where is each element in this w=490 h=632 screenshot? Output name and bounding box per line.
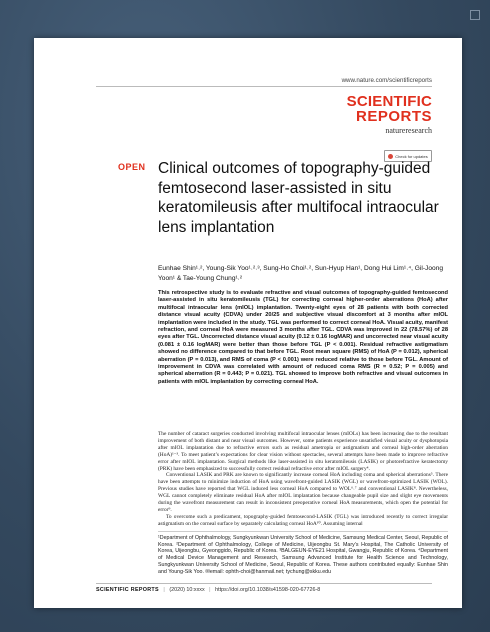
journal-logo [347, 94, 432, 135]
journal-logo-line1: SCIENTIFIC [346, 93, 432, 110]
page-frame-icon [470, 10, 480, 20]
author-list: Eunhae Shin¹˒², Young-Sik Yoo¹˒²˒³, Sung-Ho Choi¹˒², Sun-Hyup Han¹, Dong Hui Lim¹˒⁴, Gil-Joong Yoon¹ & Tae-Young Chung¹˒² [158, 265, 444, 282]
check-for-updates-label: Check for updates [395, 153, 428, 159]
footer-rule [96, 583, 432, 584]
body-paragraph: To overcome such a predicament, topography-guided femtosecond-LASIK (TGL) was introduced recently to correct irregular astigmatism on the corneal surface by separately calculating corneal HoA¹⁰. Assuming internal [158, 513, 448, 527]
journal-logo-line2: REPORTS [355, 108, 432, 125]
crossmark-icon [388, 154, 393, 159]
paper-page [34, 38, 462, 608]
header-rule [96, 86, 432, 87]
journal-url[interactable]: www.nature.com/scientificreports [341, 77, 432, 84]
abstract: This retrospective study is to evaluate refractive and visual outcomes of topography-guided femtosecond laser-assisted in situ keratomileusis (TGL) for correcting corneal higher-order aberrations (HoA) after multifocal intraocular lens (mIOL) implantation. Twenty-eight eyes of 28 patients with both corrected distance visual acuity (CDVA) under 20/25 and subjective visual discomfort at 3 months after mIOL implantation were included in the study. TGL was performed to correct corneal HoA. Visual acuity, manifest refraction, and corneal HoA were measured 3 months after TGL. CDVA was improved in 22 (78.57%) of 28 eyes after TGL. Uncorrected distance visual acuity (0.12 ± 0.16 logMAR) and uncorrected near visual acuity (0.081 ± 0.16 logMAR) were better than those before TGL (P < 0.001). Residual refractive astigmatism showed no difference compared to that before TGL. Root mean square (RMS) of HoA (P = 0.012), spherical aberration (P = 0.013), and RMS of coma (P < 0.001) were reduced relative to those before TGL. Amount of improvement in CDVA was correlated with amount of reduced coma RMS (R = 0.52; P = 0.005) and spherical aberration (R = 0.443; P = 0.021). TGL showed to improve both refractive and visual outcomes in patients with mIOL implantation by correcting corneal HoA. [158, 290, 448, 385]
nature-research-label: natureresearch [385, 126, 432, 135]
footer-article: (2020) 10: [169, 587, 194, 593]
open-access-label: OPEN [118, 162, 146, 172]
body-text [158, 431, 448, 528]
page-footer: SCIENTIFIC REPORTS | (2020) 10:xxxx | https://doi.org/10.1038/s41598-020-67726-8 [96, 587, 321, 593]
footer-article-number: xxxx [193, 587, 205, 593]
body-paragraph: The number of cataract surgeries conducted involving multifocal intraocular lenses (mIOLs) has been increasing due to the resultant improvement of both distant and near visual outcomes. However, some patients experience unsatisfied visual acuity or dysphotopsia after mIOL implantation due to refractive errors such as residual ametropia or astigmatism and corneal high-order aberration (HoA)¹⁻³. To meet patient’s expectations for clear vision without spectacles, several attempts have been made to improve refractive error after mIOL implantation. Surgical methods like laser-assisted in situ keratomileusis (LASIK) or photorefractive keratectomy (PRK) have been emphasized to successfully correct residual refractive error after mIOL surgery⁴. [158, 431, 448, 472]
affiliations: ¹Department of Ophthalmology, Sungkyunkwan University School of Medicine, Samsung Medical Center, Seoul, Republic of Korea. ²Department of Ophthalmology, College of Medicine, Uijeongbu St. Mary’s Hospital, The Catholic University of Korea, Uijeongbu, Gyeonggido, Republic of Korea. ³BALGEUN-EYE21 Hospital, Gwangju, Republic of Korea. ⁴Department of Medical Device Management and Research, Samsung Advanced Institute for Health Science and Technology, Sungkyunkwan University School of Medicine, Seoul, Republic of Korea. These authors contributed equally: Eunhae Shin and Young-Sik Yoo. ✉email: ophth-choi@hanmail.net; tychung@skku.edu [158, 535, 448, 575]
footer-journal: SCIENTIFIC REPORTS [96, 587, 159, 593]
footer-doi-link[interactable]: https://doi.org/10.1038/s41598-020-67726-8 [215, 587, 321, 593]
body-paragraph: Conventional LASIK and PRK are known to significantly increase corneal HoA including coma and spherical aberrations⁵. There have been attempts to minimize induction of HoA using wavefront-guided LASIK (WGL) or wavefront-optimized LASIK (WOL). Previous studies have reported that WGL induced less corneal HoA compared to WOL⁶˒⁷ and conventional LASIK⁸. Nevertheless, WGL cannot completely eliminate residual HoA after mIOL implantation because changeable pupil size and slight eye movements during the wavefront measurement can result in inconsistent preoperative corneal HoA measurements, which open the potential for error⁹. [158, 472, 448, 513]
affiliation-rule [158, 531, 448, 532]
article-title: Clinical outcomes of topography-guided femtosecond laser-assisted in situ keratomileusis after multifocal intraocular lens implantation [158, 160, 439, 236]
